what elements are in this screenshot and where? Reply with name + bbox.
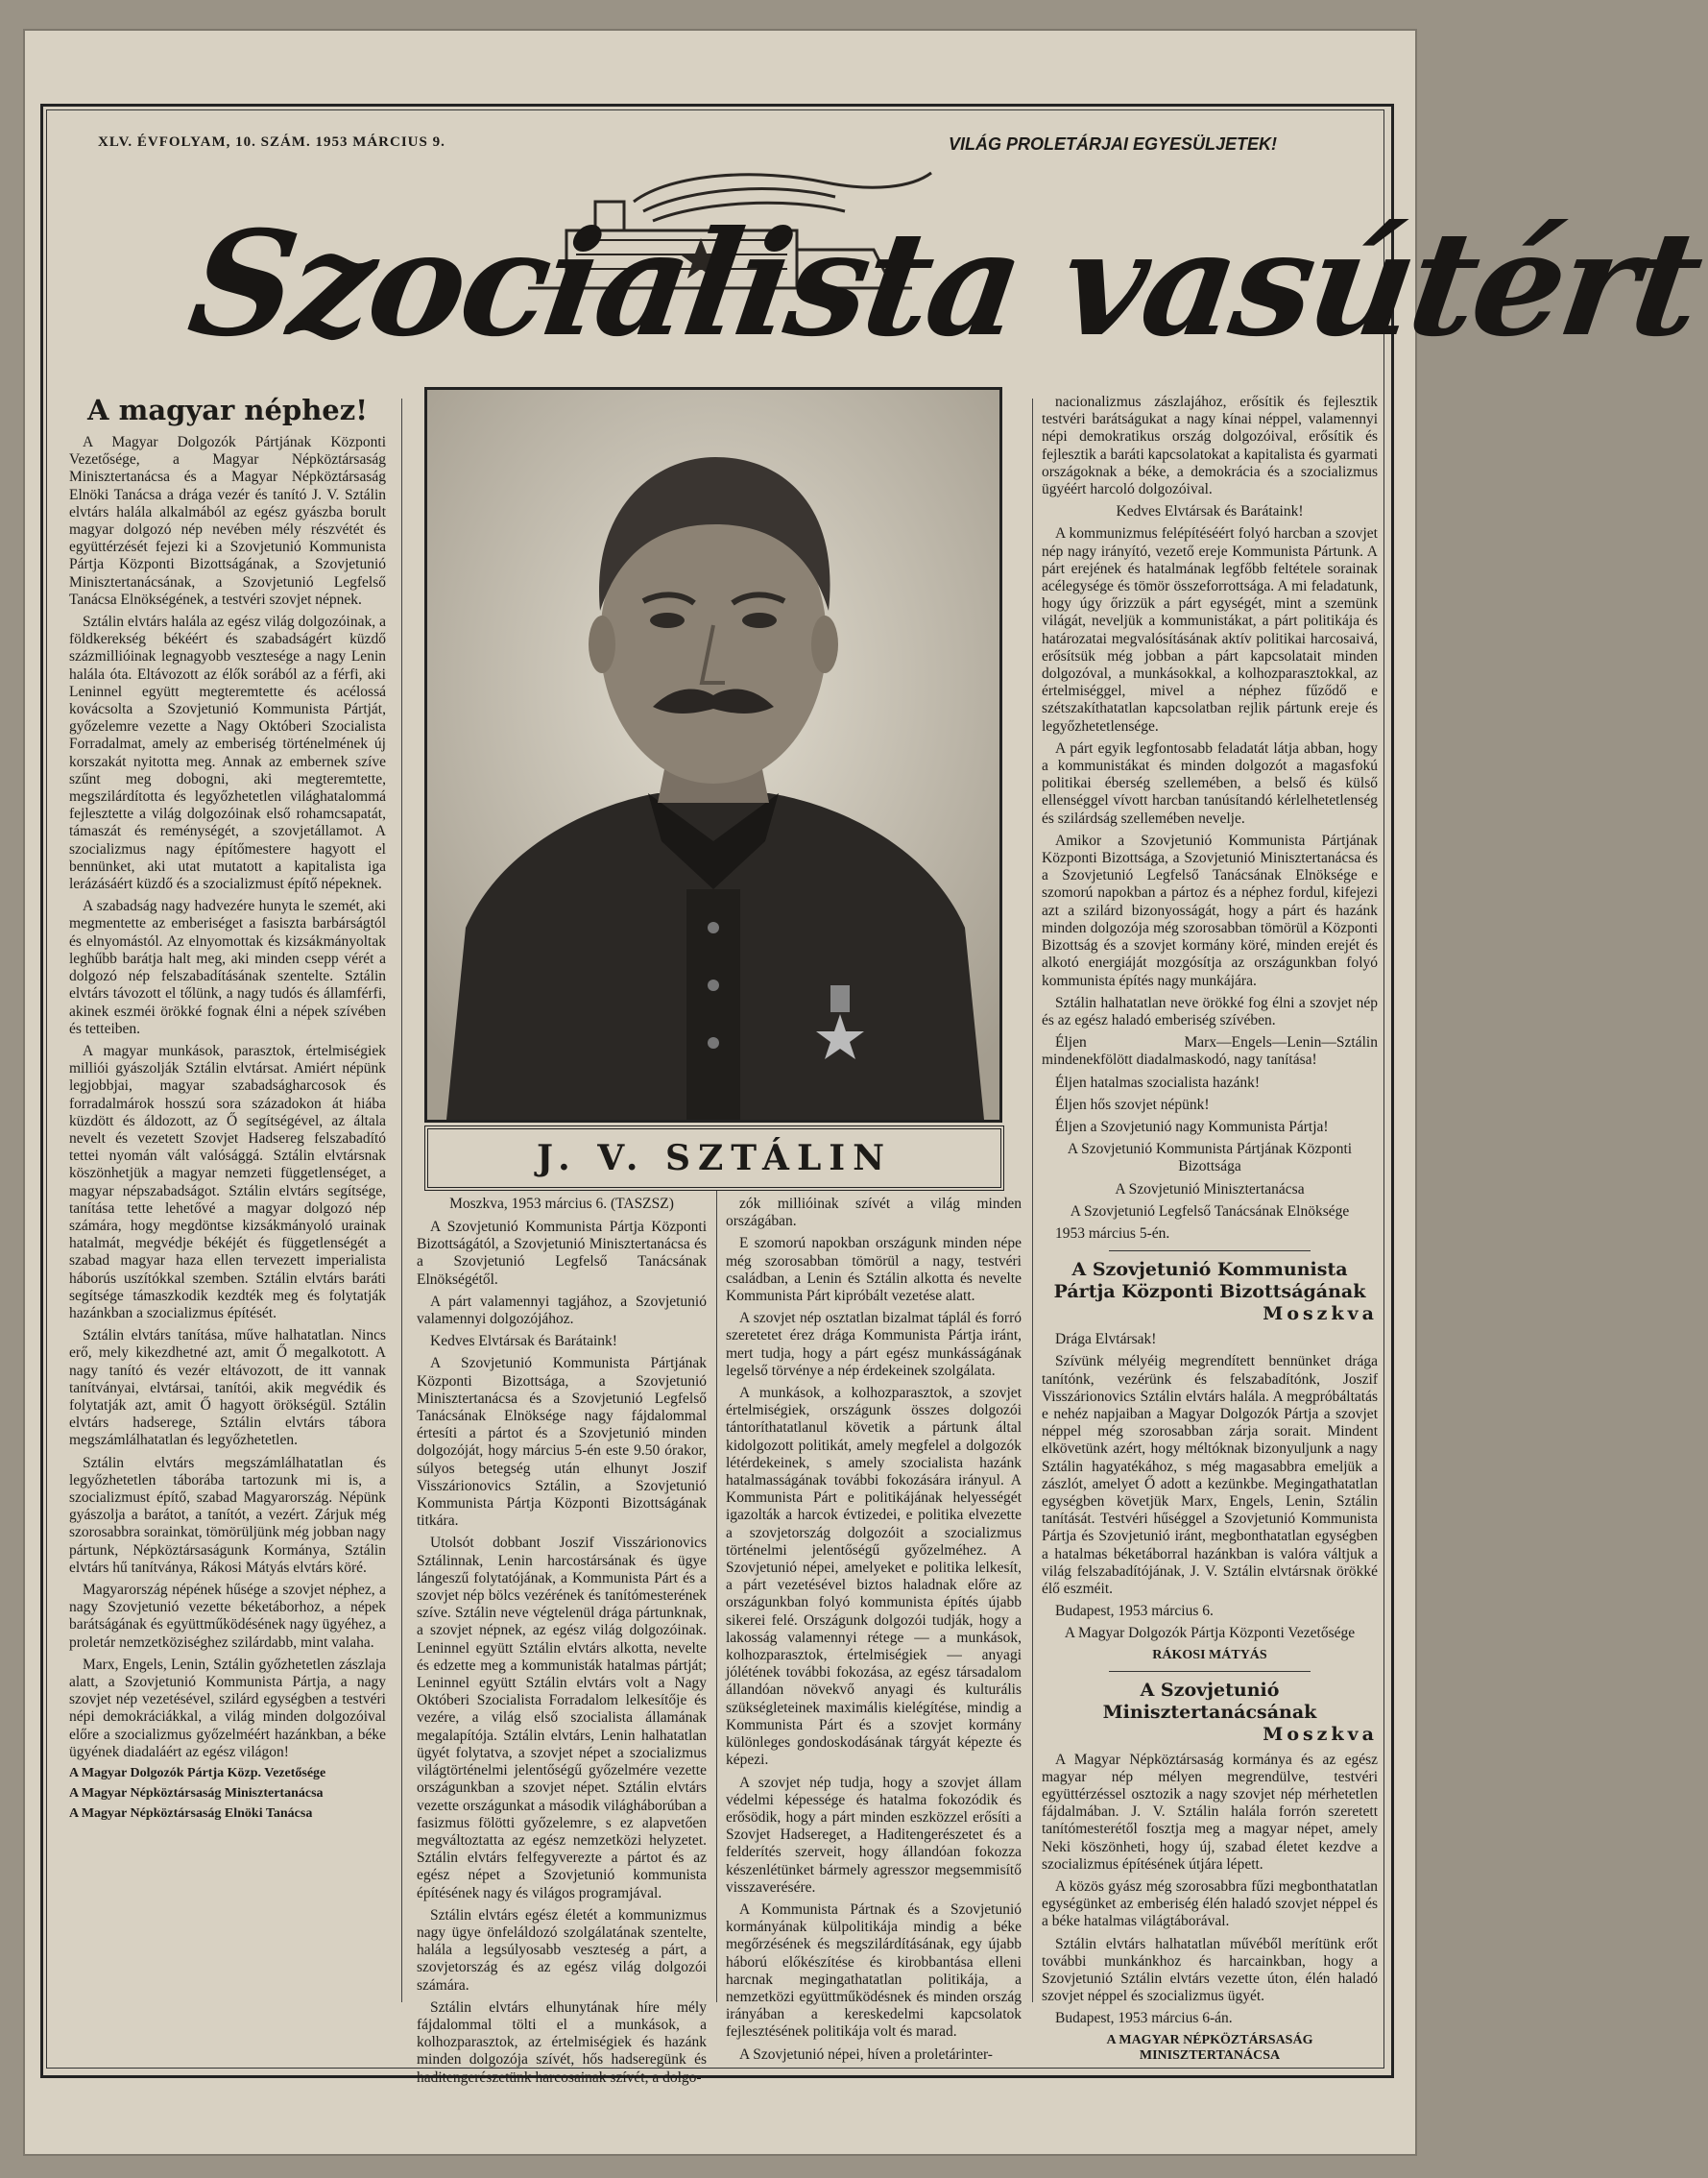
left-column (69, 394, 386, 2007)
portrait-illustration (427, 390, 999, 1120)
paragraph: Kedves Elvtársak és Barátaink! (1116, 503, 1304, 520)
paragraph: A Szovjetunió Kommunista Pártja Központi Bizottságától, a Szovjetunió Minisztertanácsa és a Szovjetunió Legfelső Tanácsának Elnökségétől. (417, 1219, 707, 1288)
paragraph: A magyar munkások, parasztok, értelmiségiek milliói gyászolják Sztálin elvtársat. Amiért népünk legjobbjai, magyar szabadságharcosok és forradalmárok hosszú sora századokon át hiába küzdött és áldozott, az Ő segítségével, az általa nevelt és vezetett Szovjet Hadsereg felszabadító tettei nyomán vált valósággá. Sztálin elvtársnak köszönhetjük a magyar nemzeti függetlenséget, a magyar népszabadságot. Sztálin elvtárs segítsége, tanítása tette lehetővé a magyar dolgozó nép számára, hogy megdöntse kizsákmányoló urainak hatalmát, megvédje békéjét és függetlenségét a szabad magyar haza ellen tervezett imperialista háborús uszítókkal szemben. Sztálin elvtárs baráti segítsége támaszkodik kezdték meg és folytatják hazánkban a szocializmus építését. (69, 1042, 386, 1321)
message-heading-text: A Szovjetunió Minisztertanácsának (1102, 1679, 1317, 1723)
portrait-photo (424, 387, 1002, 1123)
paragraph: Sztálin elvtárs megszámlálhatatlan és legyőzhetetlen táborába tartozunk mi is, a szocializmust építő, szabad Magyarország. Népünk gyászolja a barátot, a tanítót, a vezért. Zárjuk még szorosabbra sorainkat, tömörüljünk még jobban nagy pártunk, Népköztársaságunk Kormánya, Sztálin elvtárs hű tanítványa, Rákosi Mátyás elvtárs köré. (69, 1454, 386, 1576)
middle-column-2 (726, 1196, 1022, 2063)
paragraph: A Szovjetunió népei, híven a proletárinter- (739, 2045, 993, 2063)
left-headline: A magyar néphez! (87, 394, 368, 426)
signature-line: A Magyar Dolgozók Pártja Központi Vezetősége (1064, 1625, 1356, 1642)
paragraph: Amikor a Szovjetunió Kommunista Pártjának Központi Bizottsága, a Szovjetunió Minisztertanácsa és a Szovjetunió Legfelső Tanácsának Elnöksége e szomorú napokban a pártoz és a néphez fordul, kifejezi azt a szilárd bizonyosságát, hogy a párt és hazánk minden dolgozója még szorosabban tömörül a Központi Bizottság és a szovjet kormány köré, minden erejét és alkotó energiáját mozgósítja az országunkban folyó kommunista építés nagy munkájára. (1042, 832, 1378, 989)
paragraph: Szívünk mélyéig megrendített bennünket drága tanítónk, vezérünk és felszabadítónk, Joszif Visszárionovics Sztálin elvtárs halála. A megpróbáltatás e nehéz napjaiban a Magyar Dolgozók Pártja a szovjet néppel még szorosabban zárja sorait. Mindent elkövetünk azért, hogy méltóknak bizonyuljunk a nagy Sztálin hagyatékához, s még magasabbra emeljük a zászlót, amelyet Ő adott a kezünkbe. Megingathatatlan egységben követjük Marx, Engels, Lenin, Sztálin tanítását. Testvéri hűséggel a Szovjetunió Kommunista Pártja és Szovjetunió iránt, megbonthatatlan egységben a hatalmas béketáborral hazánkban is valóra váltjuk a világ felszabadítójának, J. V. Sztálin elvtársnak örökké élő eszméit. (1042, 1353, 1378, 1597)
paragraph: A párt egyik legfontosabb feladatát látja abban, hogy a kommunistákat és minden dolgozót a magasfokú politikai éberség szellemében, a belső és külső ellenséggel vívott harcban tanúsítandó kérlelhetetlenség és szilárdság szellemében nevelje. (1042, 739, 1378, 827)
paragraph: Marx, Engels, Lenin, Sztálin győzhetetlen zászlaja alatt, a Szovjetunió Kommunista Pártja, a nagy szovjet nép vezetésével, szilárd egységben a testvéri népi demokráciákkal, a világ minden dolgozóival előre a szocializmus győzelméért hazánkban, a béke ügyének diadaláért az egész világon! (69, 1656, 386, 1760)
issue-line: XLV. ÉVFOLYAM, 10. SZÁM. 1953 MÁRCIUS 9. (98, 134, 445, 150)
paragraph: A közös gyász még szorosabbra fűzi megbonthatatlan egységünket az emberiség élén haladó szovjet néppel és a béke hatalmas világtáborával. (1042, 1878, 1378, 1930)
column-rule (716, 1191, 717, 2002)
paragraph: A munkások, a kolhozparasztok, a szovjet értelmiségiek, országunk összes dolgozói tántoríthatatlanul követik a pártunk által kidolgozott politikát, amely megfelel a dolgozók létérdekeinek, s amely szocialista hazánk hatalmasságának további fokozására irányul. A Kommunista Párt e politikájának helyességét igazolták a harcok évtizedei, e politika elvezette a szovjetország dolgozóit a szocializmus történelmi jelentőségű győzelméhez. A Szovjetunió népei, amelyeket e politika lelkesít, a párt vezetésével biztos haladnak előre az országunkban folyó kommunista építés újabb sikerei felé. Országunk dolgozói tudják, hogy a lakosság valamennyi rétege — a munkások, kolhozparasztok, értelmiségiek — anyagi jólétének további fokozása, az egész társadalom állandóan növekvő anyagi és kulturális szükségleteinek maximális kielégítése, mindig a Kommunista Párt és a szovjet kormány különleges gondoskodásának tárgyát képezte és képezi. (726, 1385, 1022, 1769)
paragraph: Éljen Marx—Engels—Lenin—Sztálin mindenekfölött diadalmaskodó, nagy tanítása! (1042, 1034, 1378, 1069)
signature-date: 1953 március 5-én. (1055, 1224, 1170, 1242)
message-date: Budapest, 1953 március 6-án. (1055, 2010, 1233, 2027)
message-city: Moszkva (1263, 1723, 1378, 1745)
paragraph: E szomorú napokban országunk minden népe még szorosabban tömörül a nagy, testvéri családban, a Lenin és Sztálin alkotta és nevelte Kommunista Párt kipróbált vezetése alatt. (726, 1235, 1022, 1305)
paragraph: Éljen hős szovjet népünk! (1055, 1096, 1210, 1113)
column-rule (1032, 399, 1033, 2002)
paragraph: Sztálin elvtárs halála az egész világ dolgozóinak, a földkerekség békéért és szabadságért küzdő százmillióinak legnagyobb vesztesége a nagy Lenin halála óta. Eltávozott az élők sorából az a férfi, aki Leninnel együtt megteremtette és acélossá kovácsolta a Szovjetunió Kommunista Pártját, győzelemre vezette a Nagy Októberi Szocialista Forradalmat, amely az emberiség történelmének új korszakát nyitotta meg. Annak az embernek szíve szűnt meg dobogni, aki megteremtette, megszilárdította és legyőzhetetlen világhatalommá fejlesztette a világ dolgozóinak első rohamcsapatát, támaszát és reménységét, a szovjetállamot. A szocializmus nagy építőmestere hagyott el bennünket, aki utat mutatott a kapitalista iga lerázásáért küzdő és a szocializmust építő népeknek. (69, 614, 386, 893)
signature-line: RÁKOSI MÁTYÁS (1152, 1647, 1267, 1662)
message-city: Moszkva (1263, 1303, 1378, 1325)
paragraph: A szovjet nép tudja, hogy a szovjet állam védelmi képessége és hatalma fokozódik és erősödik, hogy a párt minden eszközzel erősíti a Szovjet Hadsereget, a Haditengerészetet és a felderítés szerveit, hogy állandóan fokozza készenlétünket bármely agresszor megsemmisítő visszaverésére. (726, 1774, 1022, 1896)
paragraph: Sztálin elvtárs egész életét a kommunizmus nagy ügye önfeláldozó szolgálatának szentelte, halála a legsúlyosabb veszteség a párt, a szovjetország és az egész világ dolgozói számára. (417, 1906, 707, 1994)
paragraph: Utolsót dobbant Joszif Visszárionovics Sztálinnak, Lenin harcostársának és ügye lángeszű folytatójának, a Kommunista Párt és a szovjet nép bölcs vezérének és tanítómesterének szíve. Sztálin neve végtelenül drága pártunknak, a szovjet népnek, az egész világ dolgozóinak. Leninnel együtt Sztálin elvtárs alkotta, nevelte és edzette meg a kommunisták hatalmas pártját; Leninnel együtt Sztálin elvtárs volt a Nagy Októberi Szocialista Forradalom lelkesítője és vezére, a világ első szocialista államának megalapítója. Sztálin elvtárs, Lenin halhatatlan ügyét folytatva, a szovjet népet a szocializmus világtörténelmi jelentőségű győzelmére vezette országunkban a szovjet népet. Sztálin elvtárs vezette országunkat a második világháborúban a fasizmus fölötti győzelemre, s ez alapvetően megváltoztatta az egész nemzetközi helyzetet. Sztálin elvtárs felfegyverezte a pártot és az egész népet a Szovjetunió kommunista építésének nagy és világos programjával. (417, 1535, 707, 1901)
signature-line: A Magyar Népköztársaság Minisztertanácsa (69, 1786, 324, 1802)
paragraph: A szabadság nagy hadvezére hunyta le szemét, aki megmentette az emberiséget a fasiszta barbárságtól és elnyomástól. Az elnyomottak és kizsákmányoltak leghűbb barátja halt meg, aki minden csepp vérét a dolgozó nép felszabadításának szentelte. Sztálin elvtárs távozott el tőlünk, a nagy tudós és államférfi, akinek eszméi örökké fognak élni a népek szívében és tetteiben. (69, 898, 386, 1037)
paragraph: nacionalizmus zászlajához, erősítik és fejlesztik testvéri barátságukat a nagy kínai néppel, valamennyi népi demokratikus ország dolgozóival, erősítik és fejlesztik a baráti kapcsolatokat a kapitalista és gyarmati országoknak a béke, a demokrácia és a szocializmus ügyéért harcoló dolgozóival. (1042, 394, 1378, 498)
message-heading-text: A Szovjetunió Kommunista Pártja Központi Bizottságának (1053, 1259, 1366, 1303)
newspaper-title: Szocialista vasútért (180, 200, 1708, 369)
paragraph: A szovjet nép osztatlan bizalmat táplál és forró szeretetet érez drága Kommunista Pártja iránt, mert tudja, hogy a párt egész munkásságának legelső törvénye a nép érdekeinek szolgálata. (726, 1310, 1022, 1379)
paragraph: Éljen hatalmas szocialista hazánk! (1055, 1074, 1261, 1091)
dateline: Moszkva, 1953 március 6. (TASZSZ) (449, 1196, 674, 1212)
signature-line: A Magyar Dolgozók Pártja Közp. Vezetősége (69, 1766, 326, 1781)
section-divider (1109, 1671, 1311, 1672)
signature-line: A Szovjetunió Minisztertanácsa (1115, 1180, 1305, 1198)
signature-line: A MAGYAR NÉPKÖZTÁRSASÁG MINISZTERTANÁCSA (1106, 2032, 1313, 2063)
paragraph: A Szovjetunió Kommunista Pártjának Központi Bizottsága, a Szovjetunió Minisztertanácsa és a Szovjetunió Legfelső Tanácsának Elnöksége nagy fájdalommal értesíti a pártot és a Szovjetunió minden dolgozóját, hogy március 5-én este 9.50 órakor, súlyos betegség után elhunyt Joszif Visszárionovics Sztálin, a Szovjetunió Kommunista Pártja Központi Bizottságának titkára. (417, 1355, 707, 1530)
message-heading (1042, 1680, 1378, 1746)
paragraph: Drága Elvtársak! (1055, 1331, 1157, 1348)
paragraph: A párt valamennyi tagjához, a Szovjetunió valamennyi dolgozójához. (417, 1293, 707, 1328)
message-date: Budapest, 1953 március 6. (1055, 1603, 1214, 1620)
paragraph: Éljen a Szovjetunió nagy Kommunista Pártja! (1055, 1118, 1329, 1135)
column-rule (401, 399, 402, 2002)
paragraph: Sztálin elvtárs tanítása, műve halhatatlan. Nincs erő, mely kikezdhetné azt, amit Ő megalkotott. A nagy tanító és vezér eltávozott, de itt vannak tanítványai, elvtársai, tanítói, akik megvédik és folytatják azt, amit Ő hagyott örökségül. Sztálin elvtárs hadserege, Sztálin elvtárs tábora megszámlálhatatlan és legyőzhetetlen. (69, 1327, 386, 1449)
paragraph: A Magyar Dolgozók Pártjának Központi Vezetősége, a Magyar Népköztársaság Minisztertanácsa és a Magyar Népköztársaság Elnöki Tanácsa a drága vezér és tanító J. V. Sztálin elvtárs halála alkalmából az egész gyászba borult magyar dolgozó nép nevében mély részvétét és együttérzését fejezi ki a Szovjetunió Kommunista Pártja Központi Bizottságának, a Szovjetunió Minisztertanácsának, a Szovjetunió Legfelső Tanácsa Elnökségének, a testvéri szovjet népnek. (69, 434, 386, 608)
paragraph: A Kommunista Pártnak és a Szovjetunió kormányának külpolitikája mindig a béke megőrzésének és megszilárdításának, egy újabb háború előkészítése és kirobbantása elleni harcnak megingathatatlan politikája, a nemzetközi együttműködésnek és minden ország irányában a kereskedelmi kapcsolatok fejlesztésének politikája volt és marad. (726, 1900, 1022, 2041)
signature-line: A Szovjetunió Kommunista Pártjának Központi Bizottsága (1067, 1141, 1353, 1175)
masthead (163, 163, 1708, 384)
paragraph: Sztálin elvtárs halhatatlan művéből merítünk erőt további munkánkhoz és harcainkban, hogy a Szovjetunió Sztálin elvtárs vezette úton, élén haladó szovjet néppel és szocializmus ügyét. (1042, 1935, 1378, 2005)
paragraph: A kommunizmus felépítéséért folyó harcban a szovjet nép nagy irányító, vezető ereje Kommunista Pártunk. A párt erejének és hatalmának legfőbb feltétele sorainak acélegysége és tömör összeforrottsága. A mi feladatunk, hogy úgy őrizzük a párt egységét, mint a szemünk világát, neveljük a kommunistákat, a párt politikája és határozatai megvalósításának aktív politikai harcosaivá, erősítsük még jobban a párt kapcsolatait minden dolgozóval, a munkásokkal, a kolhozparasztokkal, az értelmiséggel, mivel a néphez fűződő e szétszakíthatatlan kapcsolatban rejlik pártunk ereje és legyőzhetetlensége. (1042, 525, 1378, 735)
middle-column-1 (417, 1196, 707, 2086)
portrait-caption: J. V. SZTÁLIN (424, 1125, 1004, 1191)
signature-line: A Magyar Népköztársaság Elnöki Tanácsa (69, 1806, 313, 1822)
section-divider (1109, 1250, 1311, 1251)
paragraph: Kedves Elvtársak és Barátaink! (430, 1333, 617, 1350)
signature-line: A Szovjetunió Legfelső Tanácsának Elnöksége (1070, 1202, 1350, 1220)
paragraph: zók millióinak szívét a világ minden országában. (726, 1196, 1022, 1230)
paragraph: Magyarország népének hűsége a szovjet néphez, a nagy Szovjetunió vezette béketáborhoz, a népek barátságának és együttműködésének nagy ügyéhez, a proletár nemzetköziséghez szilárdabb, mint valaha. (69, 1582, 386, 1651)
paragraph: Sztálin halhatatlan neve örökké fog élni a szovjet nép és az egész haladó emberiség szívében. (1042, 994, 1378, 1028)
right-column (1042, 394, 1378, 2063)
motto: VILÁG PROLETÁRJAI EGYESÜLJETEK! (948, 134, 1277, 154)
message-heading (1042, 1259, 1378, 1325)
paragraph: A Magyar Népköztársaság kormánya és az egész magyar nép mélyen megrendülve, testvéri együttérzéssel osztozik a nagy szovjet nép mérhetetlen fájdalmában. J. V. Sztálin halála forrón szeretett tanítómesterétől fosztja meg a magyar népet, amely Neki köszönheti, hogy új, szabad életet kezdve a szocializmus építésének útjára lépett. (1042, 1751, 1378, 1873)
paragraph: Sztálin elvtárs elhunytának híre mély fájdalommal tölti el a munkások, a kolhozparasztok, az értelmiségiek és hazánk minden dolgozója szívét, hős hadseregünk és haditengerészetünk harcosainak szívét, a dolgo- (417, 1998, 707, 2086)
